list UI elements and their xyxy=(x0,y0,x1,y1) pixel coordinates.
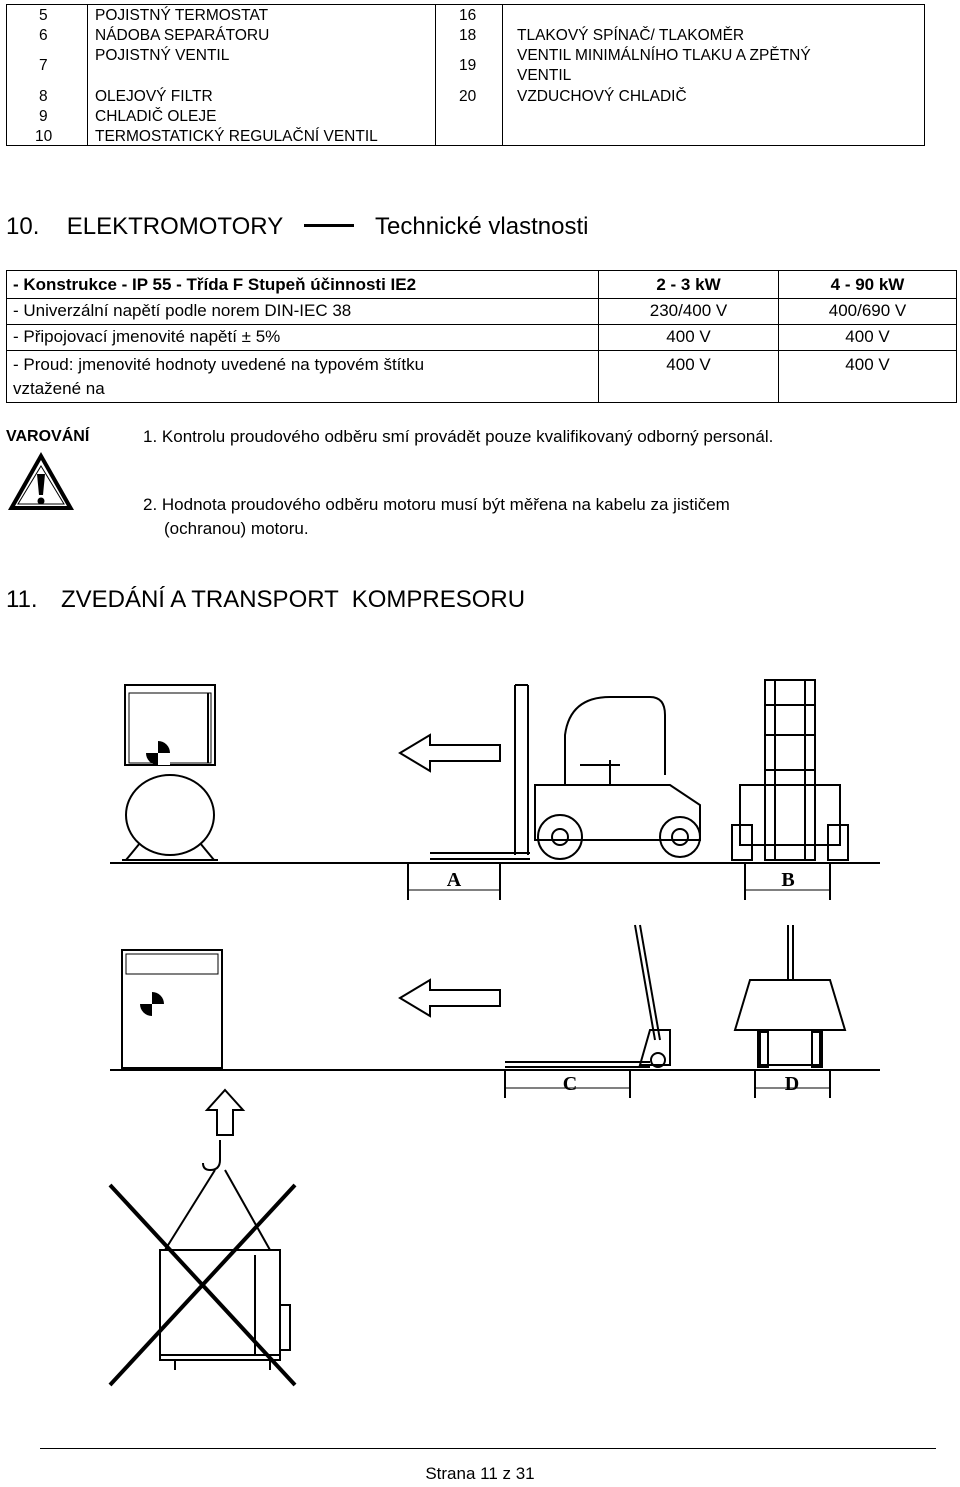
section-10-title-main: ELEKTROMOTORY xyxy=(66,213,283,240)
section-11-title: ZVEDÁNÍ A TRANSPORT KOMPRESORU xyxy=(60,586,526,613)
dimension-label-d: D xyxy=(784,1073,800,1095)
dimension-label-a: A xyxy=(446,869,462,891)
part-label-10: TERMOSTATICKÝ REGULAČNÍ VENTIL xyxy=(95,128,378,145)
spec-row-divider-2 xyxy=(7,324,956,325)
pallet-jack-figure xyxy=(110,920,890,1100)
spec-row3-col1: 400 V xyxy=(666,355,711,374)
spec-row2-col2: 400 V xyxy=(845,327,890,346)
part-num-6: 6 xyxy=(39,27,48,44)
warning-triangle-icon xyxy=(6,450,76,512)
part-label-8: OLEJOVÝ FILTR xyxy=(95,88,213,105)
part-num-16: 16 xyxy=(459,7,477,24)
spec-row2-label: - Připojovací jmenovité napětí ± 5% xyxy=(13,327,281,346)
part-label-20: VZDUCHOVÝ CHLADIČ xyxy=(517,88,687,105)
part-label-19-line2: VENTIL xyxy=(517,67,572,84)
warning-item-1-text: 1. Kontrolu proudového odběru smí provádět pouze kvalifikovaný odborný personál. xyxy=(143,427,774,446)
spec-row1-col2: 400/690 V xyxy=(828,301,907,320)
spec-row-divider-3 xyxy=(7,350,956,351)
part-num-7: 7 xyxy=(39,57,48,74)
spec-header-col1: 2 - 3 kW xyxy=(656,275,721,294)
section-10-dash xyxy=(304,224,354,227)
spec-header-label: - Konstrukce - IP 55 - Třída F Stupeň účinnosti IE2 xyxy=(13,275,417,294)
crane-lift-prohibited-figure xyxy=(105,1085,305,1395)
spec-header-col2: 4 - 90 kW xyxy=(830,275,905,294)
spec-row1-label: - Univerzální napětí podle norem DIN-IEC 38 xyxy=(13,301,352,320)
spec-row2-col1: 400 V xyxy=(666,327,711,346)
spec-row3-label-line2: vztažené na xyxy=(13,379,105,398)
section-10-number: 10. xyxy=(6,213,40,240)
section-10-title-sub: Technické vlastnosti xyxy=(375,213,589,240)
part-label-5: POJISTNÝ TERMOSTAT xyxy=(95,7,269,24)
section-11-number: 11. xyxy=(6,586,38,613)
spec-row3-col2: 400 V xyxy=(845,355,890,374)
footer-rule xyxy=(40,1448,936,1449)
warning-item-2-line2: (ochranou) motoru. xyxy=(164,519,309,538)
section-11-heading xyxy=(6,586,525,614)
part-label-19-line1: VENTIL MINIMÁLNÍHO TLAKU A ZPĚTNÝ xyxy=(517,47,811,64)
part-num-10: 10 xyxy=(35,128,53,145)
parts-divider-3 xyxy=(502,5,503,145)
section-10-heading xyxy=(6,213,588,241)
part-num-8: 8 xyxy=(39,88,48,105)
spec-row-divider-1 xyxy=(7,298,956,299)
warning-item-1 xyxy=(143,426,773,448)
parts-divider-2 xyxy=(435,5,436,145)
spec-table xyxy=(6,270,957,403)
warning-item-2-line1: 2. Hodnota proudového odběru motoru musí být měřena na kabelu za jističem xyxy=(143,495,730,514)
part-label-9: CHLADIČ OLEJE xyxy=(95,108,217,125)
warning-label: VAROVÁNÍ xyxy=(6,428,90,445)
part-num-20: 20 xyxy=(459,88,477,105)
dimension-label-b: B xyxy=(781,869,795,891)
part-num-18: 18 xyxy=(459,27,477,44)
part-num-9: 9 xyxy=(39,108,48,125)
spec-row3-label-line1: - Proud: jmenovité hodnoty uvedené na typovém štítku xyxy=(13,355,425,374)
part-label-7: POJISTNÝ VENTIL xyxy=(95,47,230,64)
spec-row1-col1: 230/400 V xyxy=(649,301,728,320)
parts-divider-1 xyxy=(87,5,88,145)
page-number: Strana 11 z 31 xyxy=(425,1464,535,1483)
dimension-label-c: C xyxy=(562,1073,578,1095)
part-label-6: NÁDOBA SEPARÁTORU xyxy=(95,27,270,44)
part-num-19: 19 xyxy=(459,57,477,74)
forklift-figure xyxy=(110,675,890,905)
part-label-18: TLAKOVÝ SPÍNAČ/ TLAKOMĚR xyxy=(517,27,745,44)
part-num-5: 5 xyxy=(39,7,48,24)
parts-table xyxy=(6,4,925,146)
